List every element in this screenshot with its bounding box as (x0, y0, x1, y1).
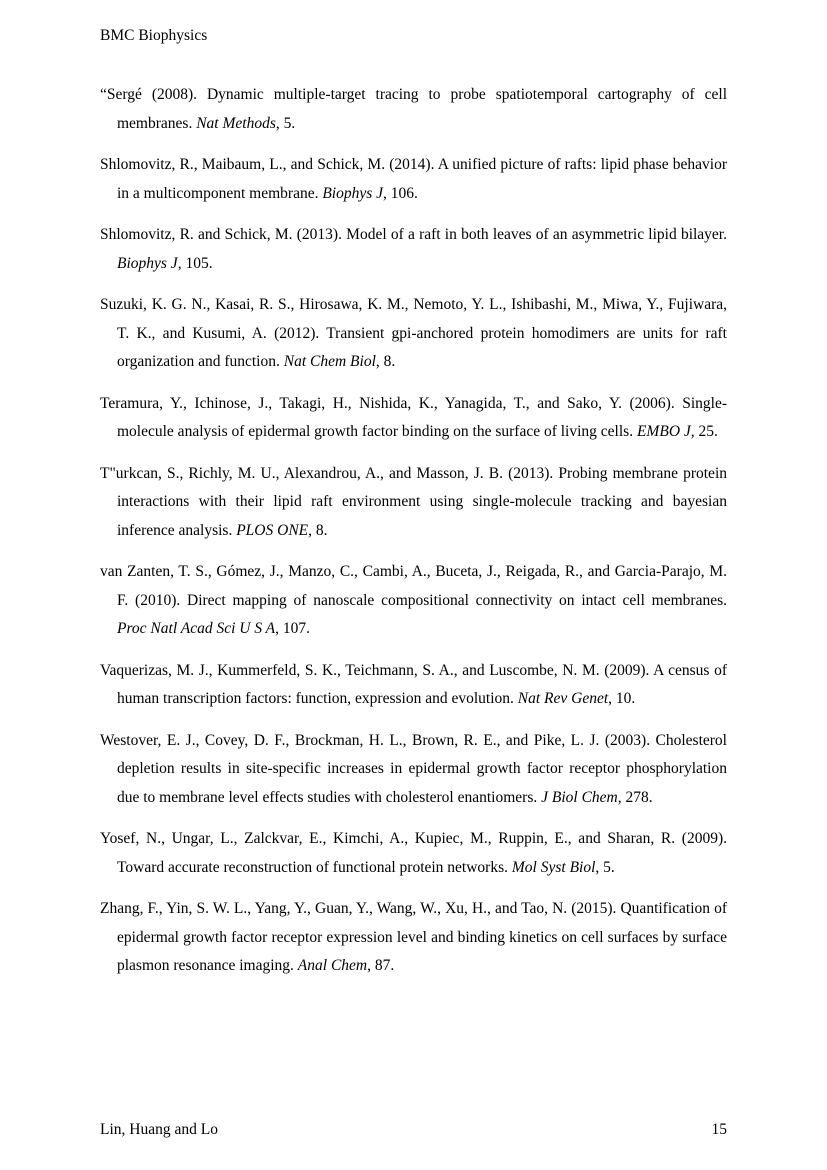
reference-item (100, 81, 727, 138)
reference-item (100, 460, 727, 546)
reference-journal: Proc Natl Acad Sci U S A (117, 620, 276, 637)
reference-item (100, 657, 727, 714)
reference-journal: Biophys J (322, 184, 384, 202)
reference-item (100, 727, 727, 813)
reference-journal: PLOS ONE (236, 521, 309, 539)
reference-volume: , 107. (275, 620, 311, 637)
reference-text: Suzuki, K. G. N., Kasai, R. S., Hirosawa, K. M., Nemoto, Y. L., Ishibashi, M., Miwa, Y., Fujiwara, T. K., and Kusumi, A. (2012). Transient gpi-anchored protein homodimers are units for raft organization and function. (100, 296, 727, 370)
reference-item (100, 151, 727, 208)
running-header (100, 26, 207, 46)
reference-journal: Nat Methods (196, 114, 276, 132)
reference-text: Teramura, Y., Ichinose, J., Takagi, H., Nishida, K., Yanagida, T., and Sako, Y. (2006). Single-molecule analysis of epidermal growth factor binding on the surface of living cells. (100, 394, 727, 440)
reference-text: Vaquerizas, M. J., Kummerfeld, S. K., Teichmann, S. A., and Luscombe, N. M. (2009). A census of human transcription factors: function, expression and evolution. (100, 661, 727, 707)
reference-journal: Nat Rev Genet (517, 690, 609, 707)
reference-journal: EMBO J (636, 423, 691, 440)
reference-text: Zhang, F., Yin, S. W. L., Yang, Y., Guan, Y., Wang, W., Xu, H., and Tao, N. (2015). Quantification of epidermal growth factor receptor expression level and binding kinetics on cell surfaces by surface plasmon resonance imaging. (100, 900, 727, 974)
running-footer (100, 1120, 727, 1140)
reference-volume: , 87. (367, 957, 395, 974)
reference-item (100, 221, 727, 278)
reference-item (100, 895, 727, 981)
reference-item (100, 825, 727, 882)
reference-journal: Biophys J (117, 254, 178, 272)
footer-authors: Lin, Huang and Lo (100, 1121, 218, 1138)
reference-volume: , 105. (177, 254, 213, 272)
reference-volume: , 10. (608, 690, 636, 707)
reference-volume: , 25. (690, 423, 718, 440)
reference-item (100, 558, 727, 644)
reference-journal: Anal Chem (297, 957, 368, 974)
reference-text: Shlomovitz, R. and Schick, M. (2013). Model of a raft in both leaves of an asymmetric lipid bilayer. (100, 226, 727, 243)
reference-text: “Sergé (2008). Dynamic multiple-target tracing to probe spatiotemporal cartography of cell membranes. (100, 86, 727, 132)
reference-volume: , 5. (275, 114, 296, 132)
reference-volume: , 8. (308, 521, 328, 539)
journal-name: BMC Biophysics (100, 27, 208, 44)
reference-list (100, 81, 727, 994)
reference-text: T"urkcan, S., Richly, M. U., Alexandrou, A., and Masson, J. B. (2013). Probing membrane protein interactions with their lipid raft environment using single-molecule tracking and bayesian inference analysis. (100, 464, 727, 539)
reference-volume: , 8. (375, 353, 396, 370)
reference-journal: Mol Syst Biol (511, 858, 596, 876)
reference-journal: Nat Chem Biol (283, 353, 376, 370)
reference-text: Shlomovitz, R., Maibaum, L., and Schick, M. (2014). A unified picture of rafts: lipid phase behavior in a multicomponent membrane. (100, 156, 727, 202)
reference-item (100, 291, 727, 377)
reference-text: van Zanten, T. S., Gómez, J., Manzo, C., Cambi, A., Buceta, J., Reigada, R., and Garcia-Parajo, M. F. (2010). Direct mapping of nanoscale compositional connectivity on intact cell membranes. (100, 563, 727, 609)
reference-text: Westover, E. J., Covey, D. F., Brockman, H. L., Brown, R. E., and Pike, L. J. (2003). Cholesterol depletion results in site-specific increases in epidermal growth factor receptor phosphorylation due to membrane level effects studies with cholesterol enantiomers. (100, 731, 727, 806)
reference-volume: , 5. (595, 858, 615, 876)
reference-text: Yosef, N., Ungar, L., Zalckvar, E., Kimchi, A., Kupiec, M., Ruppin, E., and Sharan, R. (2009). Toward accurate reconstruction of functional protein networks. (100, 830, 727, 876)
page-number: 15 (711, 1121, 727, 1138)
reference-journal: J Biol Chem (541, 788, 618, 806)
reference-item (100, 390, 727, 447)
reference-volume: , 278. (617, 788, 653, 806)
reference-volume: , 106. (383, 184, 418, 202)
